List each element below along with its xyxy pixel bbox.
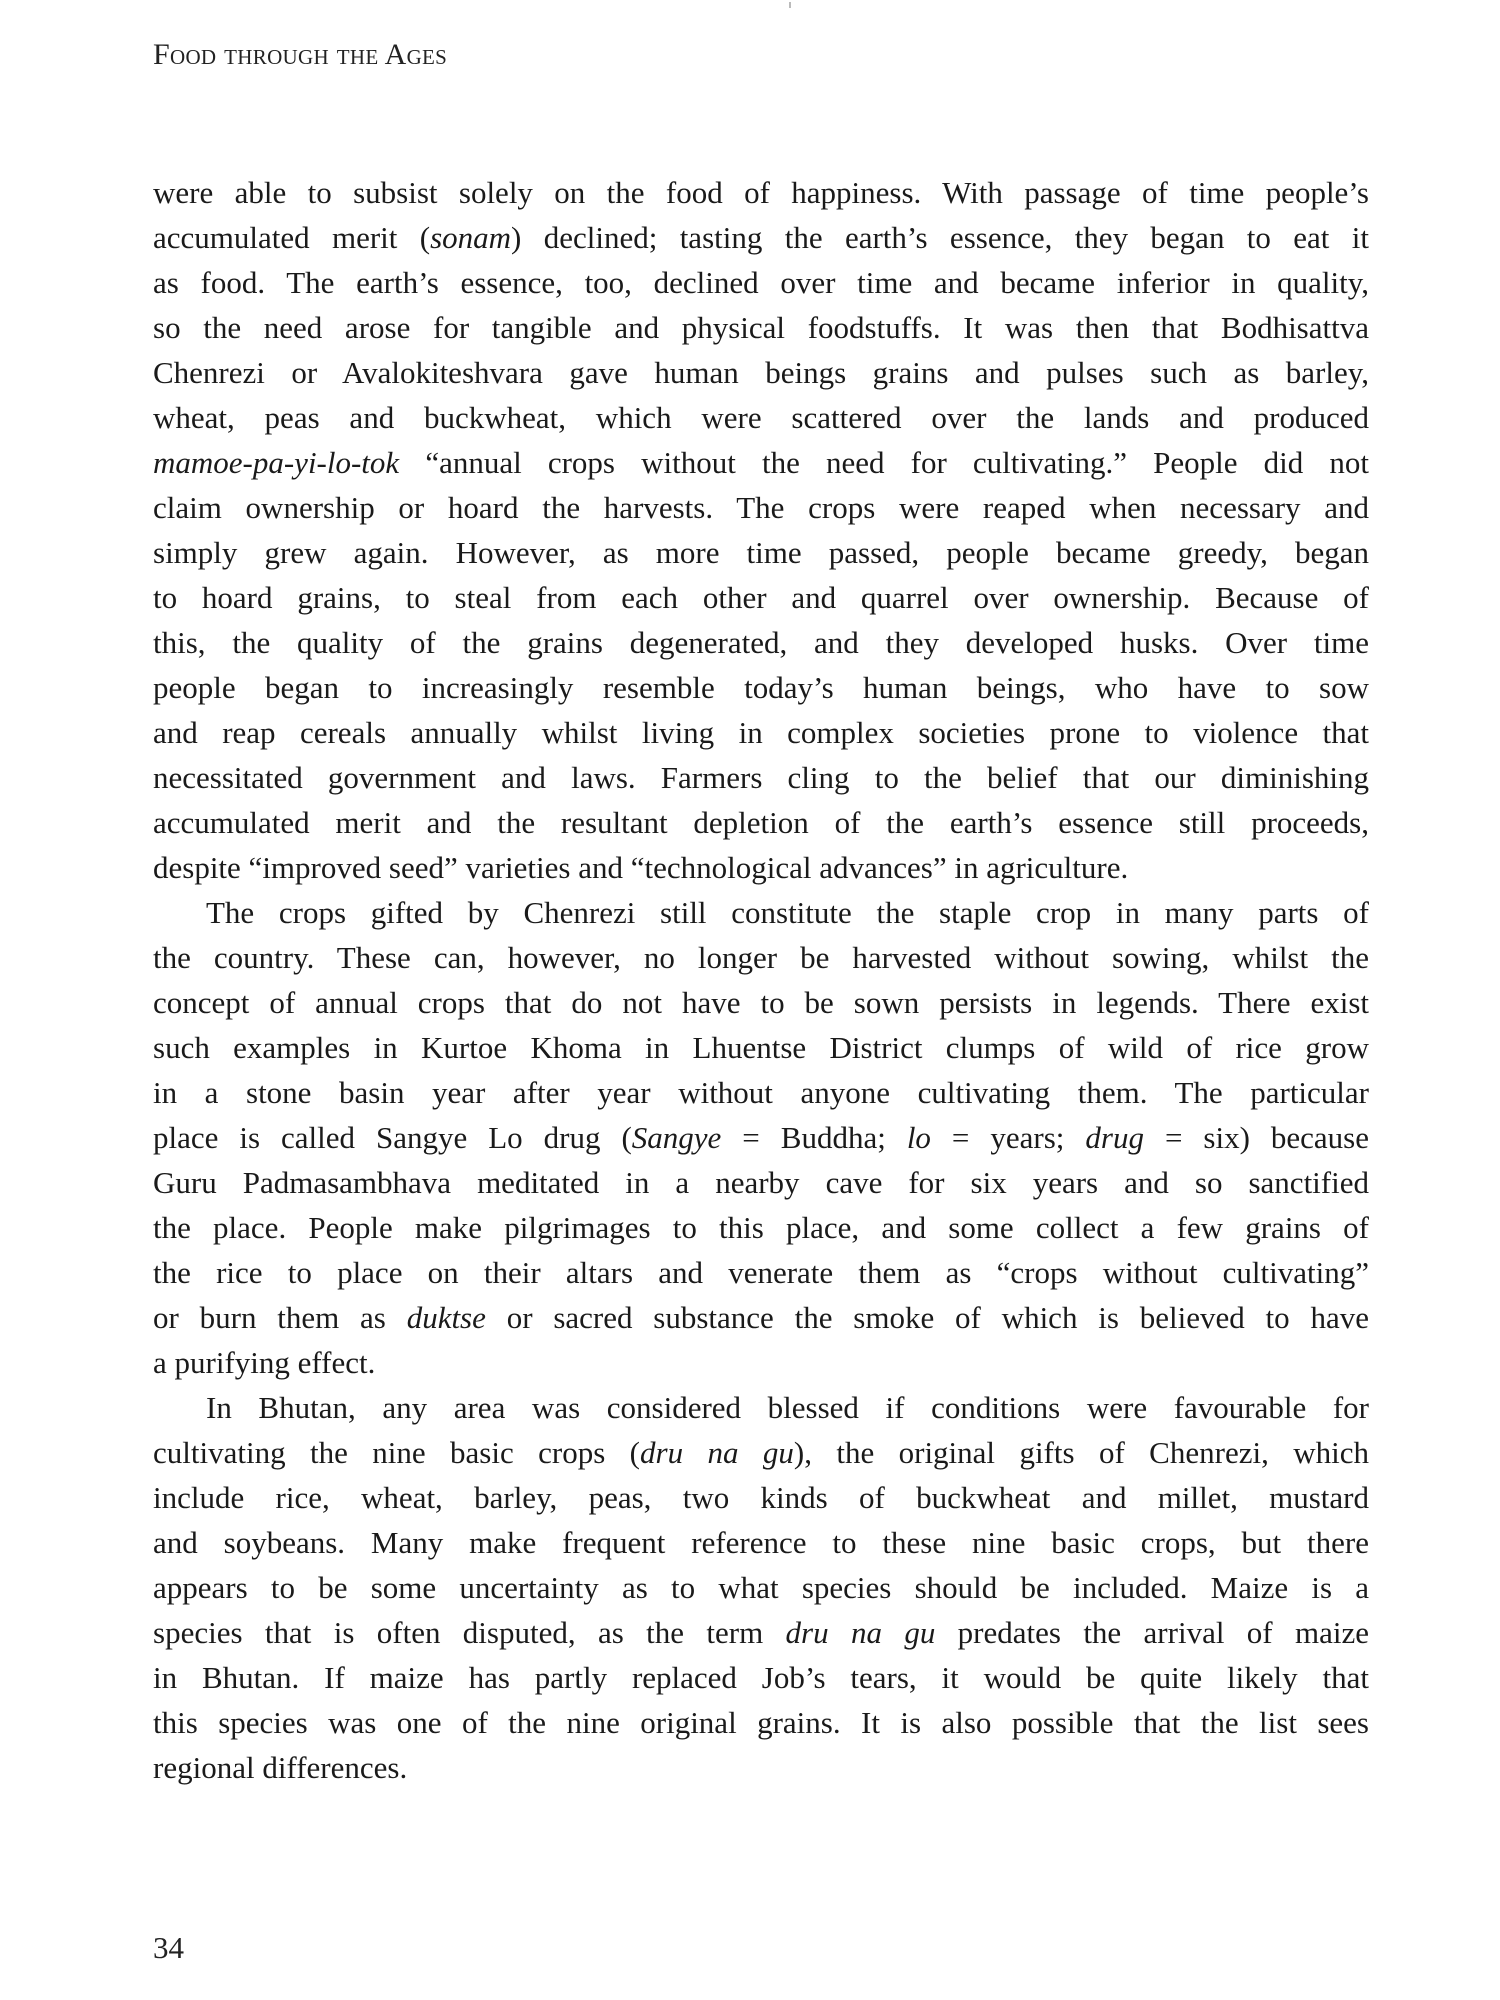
- text-run: = years;: [930, 1120, 1086, 1155]
- text-run: accumulated merit and the resultant depletion of the earth’s essence still proceeds,: [153, 805, 1369, 840]
- text-run: the place. People make pilgrimages to this place, and some collect a few grains of: [153, 1210, 1369, 1245]
- text-run: place is called Sangye Lo drug (: [153, 1120, 632, 1155]
- italic-term: drug: [1085, 1120, 1144, 1155]
- italic-term: sonam: [430, 220, 512, 255]
- text-line: [153, 1205, 1369, 1250]
- italic-term: dru na gu: [785, 1615, 936, 1650]
- running-head: Food through the Ages: [153, 38, 448, 71]
- text-run: the rice to place on their altars and venerate them as “crops without cultivating”: [153, 1255, 1369, 1290]
- paragraph: [153, 1385, 1369, 1790]
- text-line: [153, 485, 1369, 530]
- text-run: claim ownership or hoard the harvests. The crops were reaped when necessary and: [153, 490, 1369, 525]
- italic-term: mamoe-pa-yi-lo-tok: [153, 445, 400, 480]
- text-line: [153, 1070, 1369, 1115]
- text-line: [153, 1025, 1369, 1070]
- text-run: were able to subsist solely on the food of happiness. With passage of time people’s: [153, 175, 1369, 210]
- text-line: [153, 1655, 1369, 1700]
- text-line: [153, 800, 1369, 845]
- text-line: [153, 1115, 1369, 1160]
- text-run: ), the original gifts of Chenrezi, which: [793, 1435, 1369, 1470]
- text-run: include rice, wheat, barley, peas, two kinds of buckwheat and millet, mustard: [153, 1480, 1369, 1515]
- text-line: [153, 1250, 1369, 1295]
- italic-term: duktse: [406, 1300, 486, 1335]
- text-run: in Bhutan. If maize has partly replaced Job’s tears, it would be quite likely that: [153, 1660, 1369, 1695]
- text-run: as food. The earth’s essence, too, declined over time and became inferior in quality,: [153, 265, 1369, 300]
- scan-speck: [789, 2, 791, 8]
- text-run: despite “improved seed” varieties and “technological advances” in agriculture.: [153, 850, 1129, 885]
- text-line: [153, 755, 1369, 800]
- text-line: [153, 1475, 1369, 1520]
- text-run: a purifying effect.: [153, 1345, 376, 1380]
- text-run: this, the quality of the grains degenerated, and they developed husks. Over time: [153, 625, 1369, 660]
- text-run: cultivating the nine basic crops (: [153, 1435, 640, 1470]
- text-line: [153, 305, 1369, 350]
- text-run: to hoard grains, to steal from each other and quarrel over ownership. Because of: [153, 580, 1369, 615]
- italic-term: dru na gu: [640, 1435, 794, 1470]
- text-run: In Bhutan, any area was considered blessed if conditions were favourable for: [206, 1390, 1369, 1425]
- text-line: [153, 1745, 1369, 1790]
- text-run: Guru Padmasambhava meditated in a nearby cave for six years and so sanctified: [153, 1165, 1369, 1200]
- text-line: [153, 1610, 1369, 1655]
- text-line: [153, 665, 1369, 710]
- text-run: such examples in Kurtoe Khoma in Lhuentse District clumps of wild of rice grow: [153, 1030, 1369, 1065]
- text-run: species that is often disputed, as the term: [153, 1615, 786, 1650]
- text-line: [153, 980, 1369, 1025]
- text-run: or burn them as: [153, 1300, 407, 1335]
- text-line: [153, 1295, 1369, 1340]
- text-run: Chenrezi or Avalokiteshvara gave human beings grains and pulses such as barley,: [153, 355, 1369, 390]
- text-run: in a stone basin year after year without anyone cultivating them. The particular: [153, 1075, 1369, 1110]
- text-line: [153, 890, 1369, 935]
- text-run: people began to increasingly resemble today’s human beings, who have to sow: [153, 670, 1369, 705]
- text-run: and soybeans. Many make frequent reference to these nine basic crops, but there: [153, 1525, 1369, 1560]
- text-run: necessitated government and laws. Farmers cling to the belief that our diminishing: [153, 760, 1369, 795]
- text-line: [153, 530, 1369, 575]
- text-line: [153, 260, 1369, 305]
- text-run: so the need arose for tangible and physical foodstuffs. It was then that Bodhisattva: [153, 310, 1369, 345]
- text-run: ) declined; tasting the earth’s essence, they began to eat it: [511, 220, 1369, 255]
- text-line: [153, 935, 1369, 980]
- text-run: = six) because: [1143, 1120, 1369, 1155]
- text-run: The crops gifted by Chenrezi still constitute the staple crop in many parts of: [206, 895, 1369, 930]
- page-number: 34: [153, 1930, 184, 1965]
- text-run: accumulated merit (: [153, 220, 431, 255]
- text-line: [153, 1430, 1369, 1475]
- text-run: and reap cereals annually whilst living in complex societies prone to violence that: [153, 715, 1369, 750]
- text-line: [153, 1700, 1369, 1745]
- text-line: [153, 1385, 1369, 1430]
- text-line: [153, 215, 1369, 260]
- text-run: concept of annual crops that do not have to be sown persists in legends. There exist: [153, 985, 1369, 1020]
- text-run: = Buddha;: [721, 1120, 907, 1155]
- text-run: “annual crops without the need for cultivating.” People did not: [399, 445, 1369, 480]
- text-line: [153, 1565, 1369, 1610]
- text-run: this species was one of the nine original grains. It is also possible that the list sees: [153, 1705, 1369, 1740]
- text-run: predates the arrival of maize: [935, 1615, 1369, 1650]
- italic-term: lo: [906, 1120, 931, 1155]
- text-line: [153, 1340, 1369, 1385]
- italic-term: Sangye: [631, 1120, 722, 1155]
- text-line: [153, 575, 1369, 620]
- paragraph: [153, 890, 1369, 1385]
- text-line: [153, 170, 1369, 215]
- text-run: or sacred substance the smoke of which is believed to have: [485, 1300, 1369, 1335]
- text-run: the country. These can, however, no longer be harvested without sowing, whilst the: [153, 940, 1369, 975]
- body-text: [153, 170, 1369, 1790]
- text-line: [153, 845, 1369, 890]
- text-line: [153, 710, 1369, 755]
- text-line: [153, 620, 1369, 665]
- text-line: [153, 1160, 1369, 1205]
- text-run: regional differences.: [153, 1750, 408, 1785]
- text-run: simply grew again. However, as more time passed, people became greedy, began: [153, 535, 1369, 570]
- text-run: wheat, peas and buckwheat, which were scattered over the lands and produced: [153, 400, 1369, 435]
- text-line: [153, 395, 1369, 440]
- text-line: [153, 350, 1369, 395]
- text-run: appears to be some uncertainty as to what species should be included. Maize is a: [153, 1570, 1369, 1605]
- text-line: [153, 1520, 1369, 1565]
- text-line: [153, 440, 1369, 485]
- paragraph: [153, 170, 1369, 890]
